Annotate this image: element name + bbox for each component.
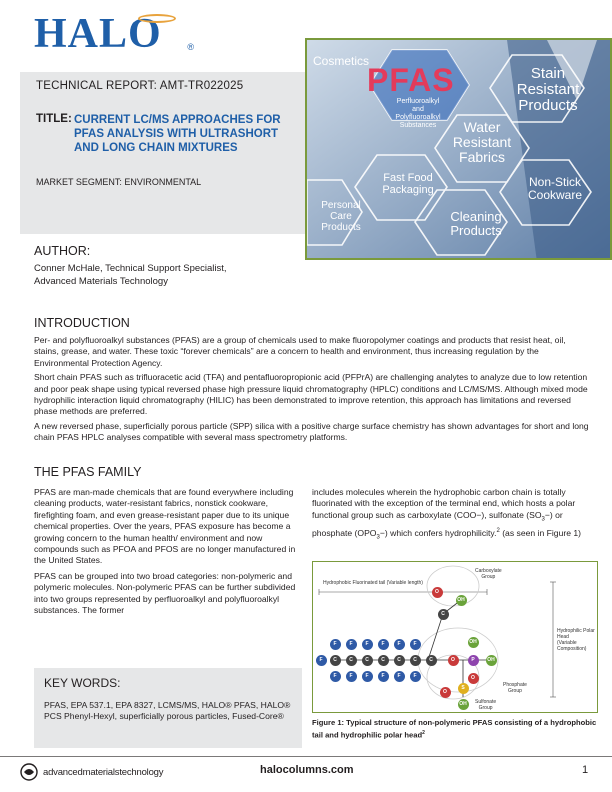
hero-label-stain: Stain Resistant Products	[516, 65, 580, 114]
footer-brand	[20, 762, 163, 782]
hero-label-water: Water Resistant Fabrics	[452, 119, 512, 165]
oxygen-atom: O	[440, 687, 451, 698]
footer-brand-text: advancedmaterialstechnology	[43, 766, 164, 778]
carbon-atom: C	[438, 609, 449, 620]
introduction-heading: INTRODUCTION	[34, 316, 130, 330]
report-id: TECHNICAL REPORT: AMT-TR022025	[36, 80, 244, 92]
carbon-atom: C	[362, 655, 373, 666]
carbon-atom: C	[410, 655, 421, 666]
logo-swoosh-icon	[138, 14, 176, 23]
author-heading: AUTHOR:	[34, 244, 91, 258]
fluorine-atom: F	[362, 671, 373, 682]
oxygen-atom: O	[448, 655, 459, 666]
introduction-body	[34, 335, 589, 447]
family-paragraph: PFAS are man-made chemicals that are found everywhere including cleaning products, water-resistant fabrics, nonstick cookware, firefighting foam, and even grease-resistant paper due to its unique chemical properties. Over the years, PFAS exposure has become a growing concern to the human health/ environment and now compounds such as PFOA and PFOS are no longer manufactured in the United States.	[34, 487, 296, 566]
author-name: Conner McHale, Technical Support Specialist,	[34, 263, 227, 274]
footer-divider	[0, 756, 612, 757]
pfas-family-column-left	[34, 487, 304, 620]
fluorine-atom: F	[330, 639, 341, 650]
hydroxyl-group: OH	[486, 655, 497, 666]
fluorine-atom: F	[394, 671, 405, 682]
oxygen-atom: O	[432, 587, 443, 598]
fluorine-atom: F	[378, 639, 389, 650]
keywords-list: PFAS, EPA 537.1, EPA 8327, LCMS/MS, HALO® PFAS, HALO® PCS Phenyl-Hexyl, superficially porous particles, Fused-Core®	[44, 700, 291, 722]
halo-logo	[34, 12, 194, 56]
hero-label-fastfood: Fast Food Packaging	[382, 172, 434, 196]
fluorine-atom: F	[410, 671, 421, 682]
carbon-atom: C	[394, 655, 405, 666]
fluorine-atom: F	[410, 639, 421, 650]
carbon-atom: C	[378, 655, 389, 666]
hero-label-cleaning: Cleaning Products	[450, 209, 502, 238]
phosphorus-atom: P	[468, 655, 479, 666]
carbon-atom: C	[346, 655, 357, 666]
pfas-family-column-right: includes molecules wherein the hydrophobic carbon chain is totally fluorinated with the exception of the terminal end, which hosts a polar functional group such as carboxylate (COO−), sulfonate $(SO_3-)$ or phosphate $(OPO_3-)$ which confers hydrophilicity.$^2$ (as seen in Figure 1)	[312, 487, 582, 541]
pfas-family-heading: THE PFAS FAMILY	[34, 465, 142, 479]
keywords-heading: KEY WORDS:	[44, 676, 121, 690]
hero-pfas-subtitle: Perfluoroalkyl and Polyfluoroalkyl Substances	[395, 98, 441, 129]
logo-registered-mark: ®	[187, 42, 194, 52]
fluorine-atom: F	[316, 655, 327, 666]
hydroxyl-group: OH	[458, 699, 469, 710]
title-label: TITLE:	[36, 113, 72, 125]
carbon-atom: C	[330, 655, 341, 666]
footer-url[interactable]: halocolumns.com	[260, 764, 354, 776]
hydroxyl-group: OH	[468, 637, 479, 648]
intro-paragraph: Short chain PFAS such as trifluoracetic acid (TFA) and pentafluoropropionic acid (PFPrA) are challenging analytes to analyze due to low retention and poor peak shape using typical reversed phase high pressure liquid chromatography (HPLC) conditions and LC/MS/MS. Although mixed mode hydrophilic interaction liquid chromatography (HILIC) has been demonstrated to improve retention, this approach has limitations and reversed phase methods are preferred.	[34, 372, 588, 417]
figure-head-label: Hydrophilic Polar Head (Variable Composition)	[557, 628, 595, 652]
fluorine-atom: F	[362, 639, 373, 650]
fluorine-atom: F	[346, 639, 357, 650]
fluorine-atom: F	[394, 639, 405, 650]
hero-label-nonstick: Non-Stick Cookware	[527, 175, 583, 202]
family-paragraph: PFAS can be grouped into two broad categories: non-polymeric and polymeric molecules. Non-polymeric PFAS can be further subdivided into two groups represented by perfluoroalkyl and polyfluoroalkyl substances. The former	[34, 570, 296, 616]
author-details	[34, 262, 304, 288]
hydroxyl-group: OH	[456, 595, 467, 606]
amt-logo-icon	[20, 763, 38, 781]
carbon-atom: C	[426, 655, 437, 666]
figure-tail-label: Hydrophobic Fluorinated tail (Variable length)	[323, 580, 423, 586]
hero-label-cosmetics: Cosmetics	[313, 54, 370, 68]
sulfur-atom: S	[458, 683, 469, 694]
figure-1-diagram	[312, 561, 598, 713]
fluorine-atom: F	[378, 671, 389, 682]
figure-sulfonate-label: Sulfonate Group	[475, 699, 497, 711]
author-org: Advanced Materials Technology	[34, 276, 168, 287]
hero-label-personal: Personal Care Products	[321, 200, 361, 233]
figure-phosphate-label: Phosphate Group	[503, 682, 527, 694]
figure-carboxylate-label: Carboxylate Group	[475, 568, 502, 580]
report-title: CURRENT LC/MS APPROACHES FOR PFAS ANALYSIS WITH ULTRASHORT AND LONG CHAIN MIXTURES	[74, 114, 281, 154]
oxygen-atom: O	[468, 673, 479, 684]
pfas-hero-image	[305, 38, 612, 260]
intro-paragraph: A new reversed phase, superficially porous particle (SPP) silica with a positive charge surface chemistry has shown advantages for short and long chain PFAS HPLC analyses compatible with several mass spectrometry platforms.	[34, 420, 589, 443]
fluorine-atom: F	[346, 671, 357, 682]
logo-text: HALO	[34, 11, 162, 57]
intro-paragraph: Per- and polyfluoroalkyl substances (PFAS) are a group of chemicals used to make fluoropolymer coatings and products that resist heat, oil, stains, grease, and water. These toxic “forever chemicals” are a concern to health and environment, thus increasing regulation by the Environmental Protection Agency.	[34, 335, 566, 368]
market-segment: MARKET SEGMENT: ENVIRONMENTAL	[36, 177, 202, 187]
fluorine-atom: F	[330, 671, 341, 682]
hero-pfas-label: PFAS	[367, 62, 455, 98]
page-number: 1	[582, 764, 589, 776]
figure-1-caption: Figure 1: Typical structure of non-polymeric PFAS consisting of a hydrophobic tail and hydrophilic polar head$^2$	[312, 718, 597, 740]
